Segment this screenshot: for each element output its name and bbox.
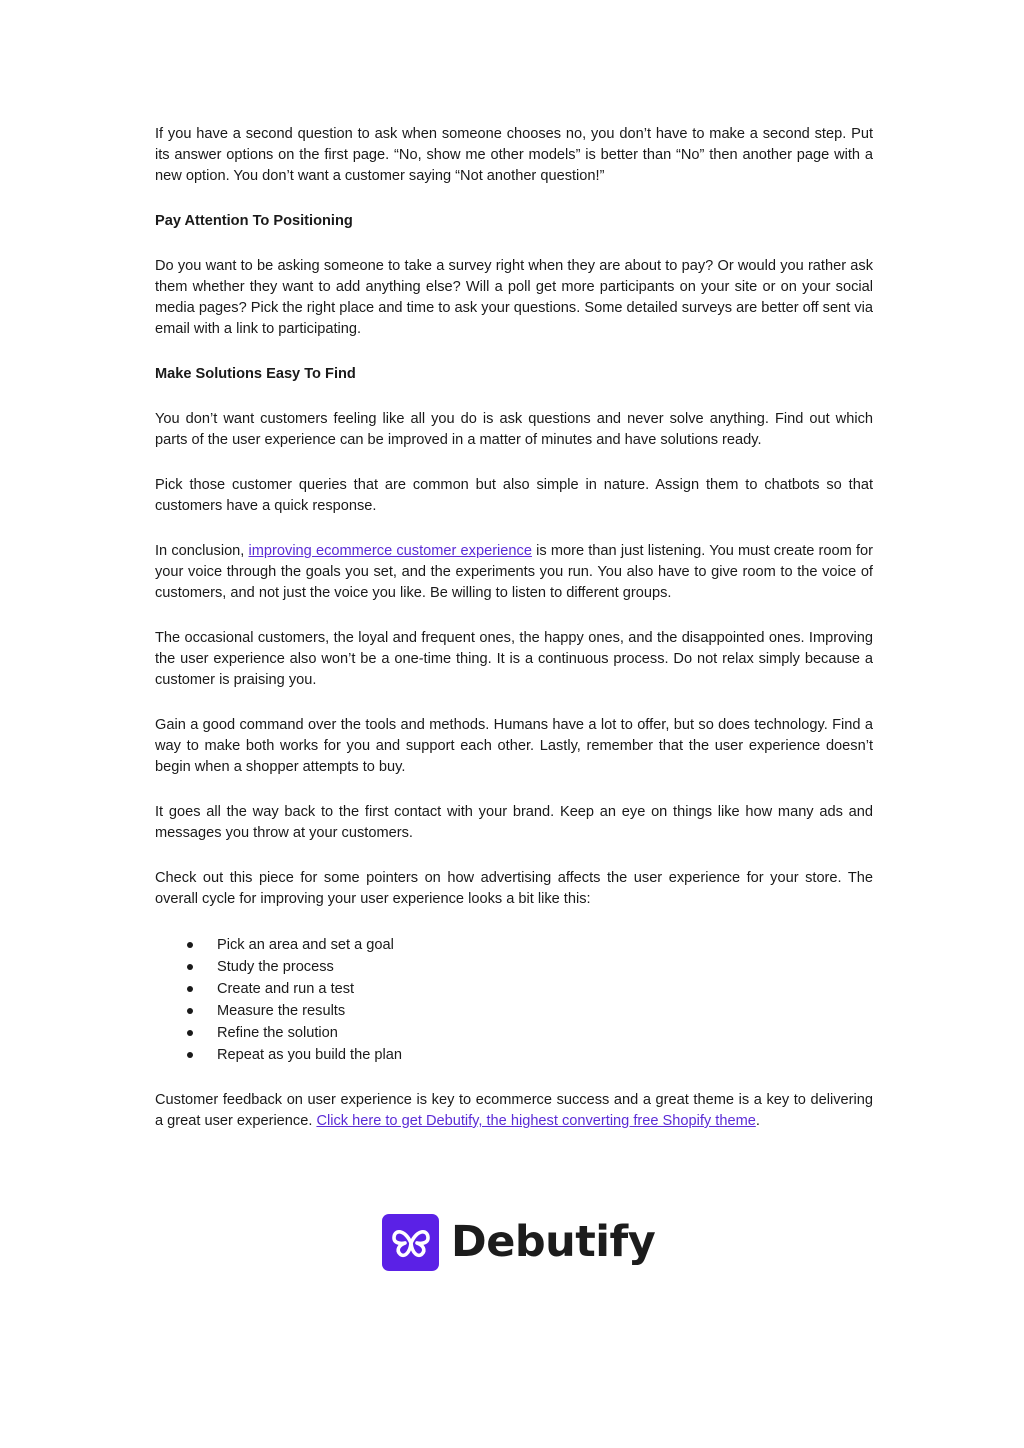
list-item: Refine the solution — [155, 1022, 873, 1044]
paragraph: You don’t want customers feeling like all you do is ask questions and never solve anything. Find out which parts of the user experience can be improved in a matter of minutes and have solutions ready. — [155, 411, 873, 448]
list-item: Study the process — [155, 956, 873, 978]
list-item: Pick an area and set a goal — [155, 934, 873, 956]
bullet-icon — [187, 1052, 193, 1058]
bullet-icon — [187, 964, 193, 970]
paragraph-text: In conclusion, — [155, 543, 249, 559]
butterfly-icon — [382, 1214, 439, 1271]
section-heading: Make Solutions Easy To Find — [155, 366, 356, 382]
document-body — [155, 124, 873, 1156]
bullet-icon — [187, 942, 193, 948]
paragraph — [155, 541, 873, 604]
bullet-icon — [187, 1030, 193, 1036]
debutify-theme-link[interactable]: Click here to get Debutify, the highest converting free Shopify theme — [316, 1113, 756, 1129]
paragraph: Pick those customer queries that are common but also simple in nature. Assign them to chatbots so that customers have a quick response. — [155, 477, 873, 514]
cycle-list — [155, 934, 873, 1066]
paragraph: It goes all the way back to the first contact with your brand. Keep an eye on things like how many ads and messages you throw at your customers. — [155, 804, 873, 841]
paragraph: If you have a second question to ask when someone chooses no, you don’t have to make a second step. Put its answer options on the first page. “No, show me other models” is better than “No” then another page with a new option. You don’t want a customer saying “Not another question!” — [155, 126, 873, 184]
list-item: Repeat as you build the plan — [155, 1044, 873, 1066]
bullet-icon — [187, 986, 193, 992]
improving-ecommerce-link[interactable]: improving ecommerce customer experience — [248, 543, 532, 559]
paragraph: Do you want to be asking someone to take a survey right when they are about to pay? Or would you rather ask them whether they want to add anything else? Will a poll get more participants on your site or on your social media pages? Pick the right place and time to ask your questions. Some detailed surveys are better off sent via email with a link to participating. — [155, 258, 873, 337]
paragraph-text: is more than just listening. You must create room for your voice through the goals you set, and the experiments you run. You also have to give room to the voice of customers, and not just the voice you like. Be willing to listen to different groups. — [155, 543, 873, 601]
bullet-icon — [187, 1008, 193, 1014]
list-item: Measure the results — [155, 1000, 873, 1022]
list-item: Create and run a test — [155, 978, 873, 1000]
paragraph: Check out this piece for some pointers on how advertising affects the user experience for your store. The overall cycle for improving your user experience looks a bit like this: — [155, 870, 873, 907]
logo-wordmark: Debutify — [451, 1217, 656, 1267]
paragraph: The occasional customers, the loyal and frequent ones, the happy ones, and the disappointed ones. Improving the user experience also won’t be a one-time thing. It is a continuous process. Do not relax simply because a customer is praising you. — [155, 630, 873, 688]
paragraph: Gain a good command over the tools and methods. Humans have a lot to offer, but so does technology. Find a way to make both works for you and support each other. Lastly, remember that the user experience doesn’t begin when a shopper attempts to buy. — [155, 717, 873, 775]
section-heading: Pay Attention To Positioning — [155, 213, 353, 229]
paragraph — [155, 1090, 873, 1132]
debutify-logo — [382, 1214, 655, 1271]
paragraph-text: . — [755, 1113, 760, 1129]
paragraph-text: Customer feedback on user experience is key to ecommerce success and a great theme is a key to delivering a great user experience. — [155, 1092, 873, 1129]
